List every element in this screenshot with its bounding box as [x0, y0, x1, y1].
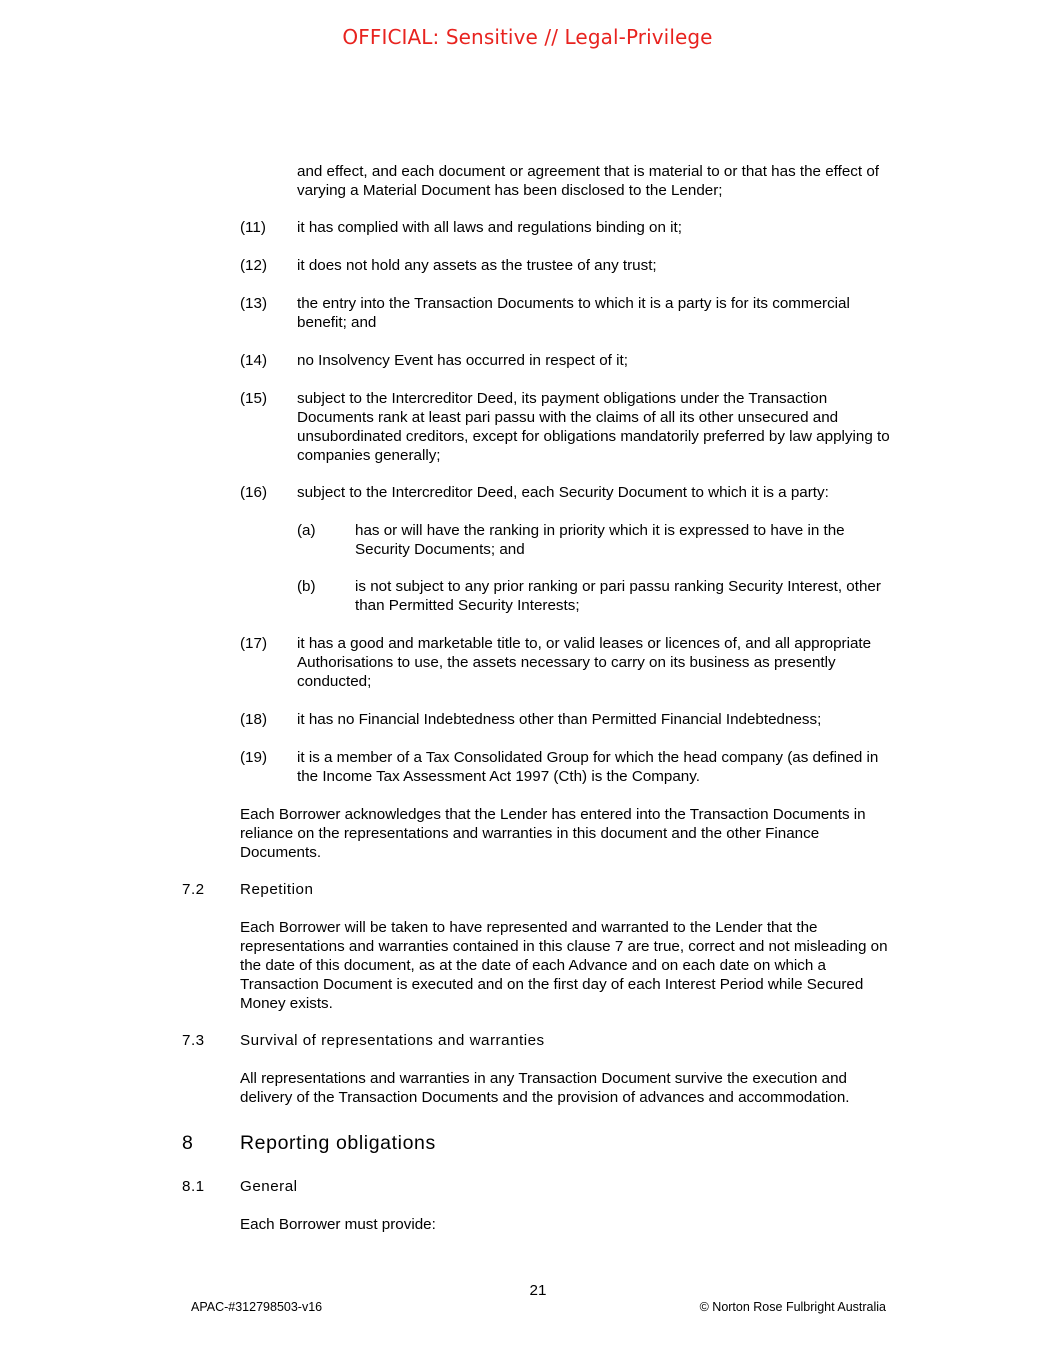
item-text: the entry into the Transaction Documents to which it is a party is for its commercial benefit; and [297, 295, 850, 331]
acknowledgement-paragraph: Each Borrower acknowledges that the Lender has entered into the Transaction Documents in reliance on the representations and warranties in this document and the other Finance Documents. [240, 806, 866, 861]
subitem-letter: (b) [297, 578, 316, 595]
item-number: (12) [240, 257, 268, 274]
chapter-heading: Reporting obligations [240, 1132, 436, 1154]
subitem-letter: (a) [297, 522, 316, 539]
item-number: (13) [240, 295, 268, 312]
item-number: (15) [240, 390, 268, 407]
item-number: (14) [240, 352, 268, 369]
section-paragraph: Each Borrower must provide: [240, 1216, 436, 1233]
continuation-paragraph: and effect, and each document or agreement that is material to or that has the effect of varying a Material Document has been disclosed to the Lender; [297, 163, 879, 199]
item-text: subject to the Intercreditor Deed, each Security Document to which it is a party: [297, 484, 829, 501]
item-number: (11) [240, 219, 266, 236]
item-text: subject to the Intercreditor Deed, its payment obligations under the Transaction Documents rank at least pari passu with the claims of all its other unsecured and unsubordinated creditors, except for obligations mandatorily preferred by law applying to companies generally; [297, 390, 890, 464]
section-heading: General [240, 1178, 298, 1195]
item-number: (16) [240, 484, 268, 501]
section-heading: Repetition [240, 881, 314, 898]
section-number: 7.2 [182, 881, 205, 898]
item-number: (18) [240, 711, 268, 728]
item-number: (19) [240, 749, 268, 766]
item-text: it does not hold any assets as the trustee of any trust; [297, 257, 657, 274]
classification-banner: OFFICIAL: Sensitive // Legal-Privilege [342, 25, 713, 49]
section-number: 8.1 [182, 1178, 205, 1195]
item-text: no Insolvency Event has occurred in respect of it; [297, 352, 628, 369]
document-reference: APAC-#312798503-v16 [191, 1300, 323, 1314]
item-text: it has no Financial Indebtedness other than Permitted Financial Indebtedness; [297, 711, 822, 728]
section-heading: Survival of representations and warranties [240, 1032, 545, 1049]
section-paragraph: All representations and warranties in any Transaction Document survive the execution and delivery of the Transaction Documents and the provision of advances and accommodation. [240, 1070, 850, 1106]
chapter-number: 8 [182, 1132, 194, 1154]
section-paragraph: Each Borrower will be taken to have represented and warranted to the Lender that the representations and warranties contained in this clause 7 are true, correct and not misleading on the date of this document, as at the date of each Advance and on each date on which a Transaction Document is executed and on the first day of each Interest Period while Secured Money exists. [240, 919, 888, 1012]
item-text: it has complied with all laws and regulations binding on it; [297, 219, 682, 236]
subitem-text: is not subject to any prior ranking or pari passu ranking Security Interest, other than Permitted Security Interests; [355, 578, 881, 614]
copyright-notice: © Norton Rose Fulbright Australia [699, 1300, 886, 1314]
subitem-text: has or will have the ranking in priority which it is expressed to have in the Security Documents; and [355, 522, 845, 558]
section-number: 7.3 [182, 1032, 205, 1049]
item-text: it has a good and marketable title to, or valid leases or licences of, and all appropriate Authorisations to use, the assets necessary to carry on its business as presently conducted; [297, 635, 872, 690]
item-text: it is a member of a Tax Consolidated Group for which the head company (as defined in the Income Tax Assessment Act 1997 (Cth) is the Company. [297, 749, 879, 785]
page-number: 21 [529, 1282, 547, 1299]
item-number: (17) [240, 635, 268, 652]
